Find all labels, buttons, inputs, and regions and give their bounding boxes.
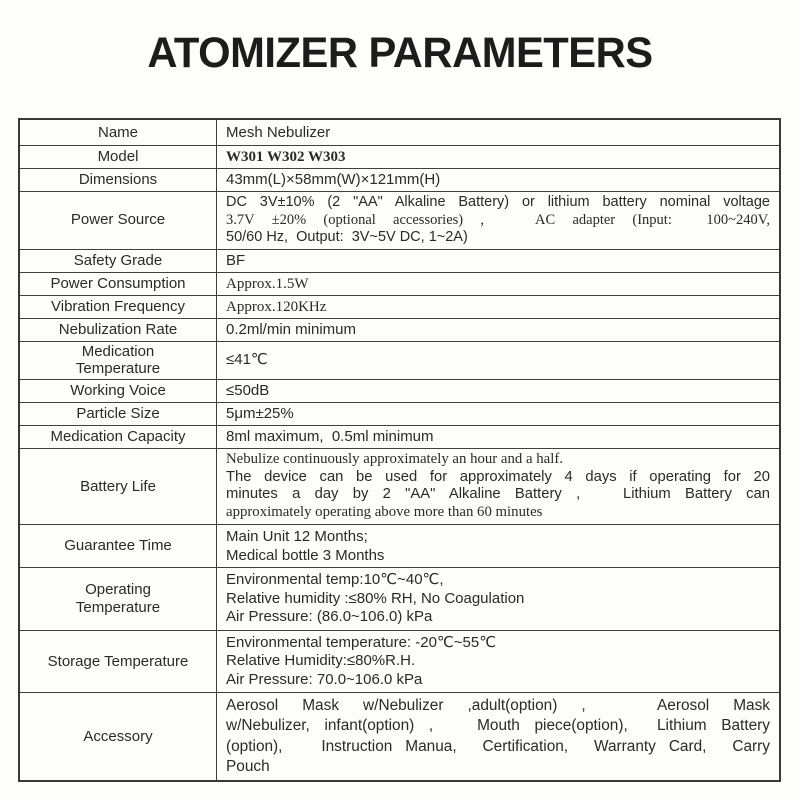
row-label: Medication Capacity xyxy=(20,426,217,448)
row-value: Environmental temperature: -20℃~55℃ Relative Humidity:≤80%R.H. Air Pressure: 70.0~106.0 kPa xyxy=(226,633,497,688)
table-row-dimensions xyxy=(20,169,779,192)
row-value: W301 W302 W303 xyxy=(226,149,346,165)
row-value: DC 3V±10% (2 "AA" Alkaline Battery) or lithium battery nominal voltage 3.7V ±20% (optional accessories) , AC adapter (Input: 100~240V, 50/60 Hz, Output: 3V~5V DC, 1~2A) xyxy=(226,194,770,245)
row-label: Guarantee Time xyxy=(20,525,217,567)
table-row-power-source xyxy=(20,192,779,250)
row-label: Accessory xyxy=(20,693,217,780)
table-row-storage-temperature xyxy=(20,631,779,693)
row-label: Dimensions xyxy=(20,169,217,191)
table-row-operating-temperature xyxy=(20,568,779,631)
row-label: Medication Temperature xyxy=(20,342,217,379)
table-row-medication-temperature xyxy=(20,342,779,380)
row-label: Safety Grade xyxy=(20,250,217,272)
row-label: Working Voice xyxy=(20,380,217,402)
row-value: Environmental temp:10℃~40℃, Relative humidity :≤80% RH, No Coagulation Air Pressure: (86.0~106.0) kPa xyxy=(226,571,525,626)
table-row-battery-life xyxy=(20,449,779,525)
row-value: Approx.120KHz xyxy=(226,298,327,315)
row-value: Main Unit 12 Months; Medical bottle 3 Months xyxy=(226,528,385,565)
row-value: ≤50dB xyxy=(226,381,270,399)
row-label: Model xyxy=(20,146,217,168)
row-value: Approx.1.5W xyxy=(226,275,309,292)
row-value: Aerosol Mask w/Nebulizer ,adult(option) , Aerosol Mask w/Nebulizer, infant(option) , Mouth piece(option), Lithium Battery (option), Instruction Manua, Certification, Warranty Card, Carry Pouch xyxy=(226,696,770,776)
row-label: Battery Life xyxy=(20,449,217,524)
table-row-power-consumption xyxy=(20,273,779,296)
row-label: Operating Temperature xyxy=(20,568,217,630)
row-value: Mesh Nebulizer xyxy=(226,123,331,141)
row-value: Nebulize continuously approximately an hour and a half. The device can be used for approximately 4 days if operating for 20 minutes a day by 2 "AA" Alkaline Battery , Lithium Battery can approximately operating above more than 60 minutes xyxy=(226,450,770,521)
row-value: 43mm(L)×58mm(W)×121mm(H) xyxy=(226,171,441,188)
table-row-nebulization-rate xyxy=(20,319,779,342)
page-title: ATOMIZER PARAMETERS xyxy=(147,29,653,77)
table-row-particle-size xyxy=(20,403,779,426)
row-label: Storage Temperature xyxy=(20,631,217,692)
row-label: Nebulization Rate xyxy=(20,319,217,341)
row-value: BF xyxy=(226,251,246,269)
table-row-working-voice xyxy=(20,380,779,403)
table-row-guarantee-time xyxy=(20,525,779,568)
table-row-vibration-frequency xyxy=(20,296,779,319)
row-value: 8ml maximum, 0.5ml minimum xyxy=(226,427,434,445)
parameters-table xyxy=(18,118,781,782)
row-label: Power Consumption xyxy=(20,273,217,295)
row-value: 5μm±25% xyxy=(226,404,294,422)
row-label: Particle Size xyxy=(20,403,217,425)
table-row-model xyxy=(20,146,779,169)
row-label: Vibration Frequency xyxy=(20,296,217,318)
row-label: Name xyxy=(20,120,217,145)
table-row-name xyxy=(20,120,779,146)
row-value: 0.2ml/min minimum xyxy=(226,320,357,338)
table-row-accessory xyxy=(20,693,779,780)
table-row-medication-capacity xyxy=(20,426,779,449)
row-value: ≤41℃ xyxy=(226,351,268,369)
table-row-safety-grade xyxy=(20,250,779,273)
row-label: Power Source xyxy=(20,192,217,249)
